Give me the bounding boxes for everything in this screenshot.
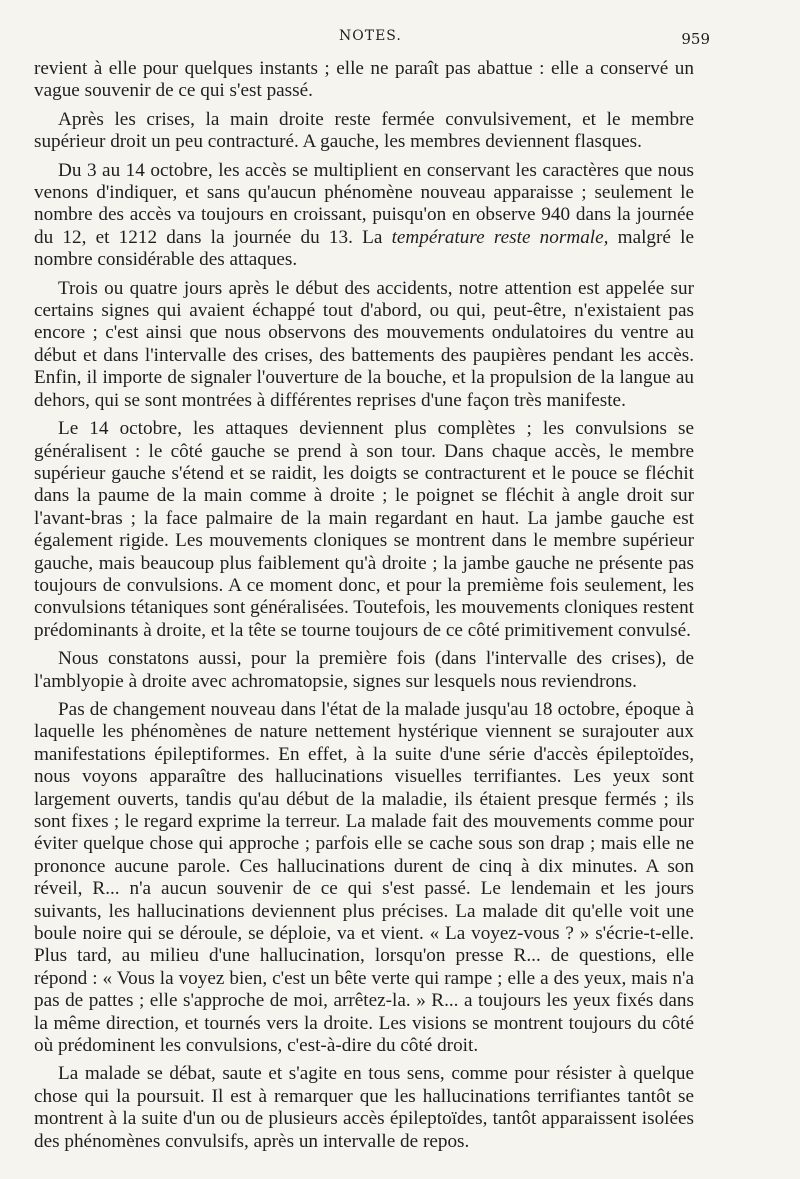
- running-head: NOTES.: [339, 28, 402, 44]
- paragraph-continuation: revient à elle pour quelques instants ; elle ne paraît pas abattue : elle a conservé un vague souvenir de ce qui s'est passé.: [34, 58, 694, 102]
- paragraph-14-october: Le 14 octobre, les attaques deviennent plus complètes ; les convulsions se généralisent : le côté gauche se prend à son tour. Dans chaque accès, le membre supérieur gauche s'étend et se raidit, les doigts se contracturent et le pouce se fléchit dans la paume de la main comme à droite ; le poignet se fléchit à angle droit sur l'avant-bras ; la face palmaire de la main regardant en haut. La jambe gauche est également rigide. Les mouvements cloniques se montrent dans le membre supérieur gauche, mais beaucoup plus faiblement qu'à droite ; la jambe gauche ne présente pas toujours de convulsions. A ce moment donc, et pour la premième fois seulement, les convulsions tétaniques sont généralisées. Toutefois, les mouvements cloniques restent prédominants à droite, et la tête se tourne toujours de ce côté primitivement convulsé.: [34, 418, 694, 641]
- paragraph-hallucinations: Pas de changement nouveau dans l'état de la malade jusqu'au 18 octobre, époque à laquelle les phénomènes de nature nettement hystérique viennent se surajouter aux manifestations épileptiformes. En effet, à la suite d'une série d'accès épileptoïdes, nous voyons apparaître des hallucinations visuelles terrifiantes. Les yeux sont largement ouverts, tandis qu'au début de la maladie, ils étaient presque fermés ; ils sont fixes ; le regard exprime la terreur. La malade fait des mouvements comme pour éviter quelque chose qui approche ; parfois elle se cache sous son drap ; mais elle ne prononce aucune parole. Ces hallucinations durent de cinq à dix minutes. A son réveil, R... n'a aucun souvenir de ce qui s'est passé. Le lendemain et les jours suivants, les hallucinations deviennent plus précises. La malade dit qu'elle voit une boule noire qui se déroule, se déploie, va et vient. « La voyez-vous ? » s'écrie-t-elle. Plus tard, au milieu d'une hallucination, lorsqu'on presse R... de questions, elle répond : « Vous la voyez bien, c'est un bête verte qui rampe ; elle a des yeux, mais n'a pas de pattes ; elle s'approche de moi, arrêtez-la. » R... a toujours les yeux fixés dans la même direction, et tournés vers la droite. Les visions se montrent toujours du côté où prédominent les convulsions, c'est-à-dire du côté droit.: [34, 698, 694, 1057]
- paragraph-new-signs: Trois ou quatre jours après le début des accidents, notre attention est appelée sur certains signes qui avaient échappé tout d'abord, ou qui, peut-être, n'existaient pas encore ; c'est ainsi que nous observons des mouvements ondulatoires du ventre au début et dans l'intervalle des crises, des battements des paupières pendant les accès. Enfin, il importe de signaler l'ouverture de la bouche, et la propulsion de la langue au dehors, qui se sont montrées à différentes reprises d'une façon très manifeste.: [34, 277, 694, 411]
- paragraph-3-to-14-october: [34, 160, 694, 272]
- paragraph-struggle: La malade se débat, saute et s'agite en tous sens, comme pour résister à quelque chose qui la poursuit. Il est à remarquer que les hallucinations terrifiantes tantôt se montrent à la suite d'un ou de plusieurs accès épileptoïdes, tantôt apparaissent isolées des phénomènes convulsifs, après un intervalle de repos.: [34, 1063, 694, 1152]
- emphasized-text: température reste normale,: [391, 226, 609, 248]
- paragraph-amblyopia: Nous constatons aussi, pour la première fois (dans l'intervalle des crises), de l'amblyopie à droite avec achromatopsie, signes sur lesquels nous reviendrons.: [34, 648, 694, 692]
- body-text: [34, 58, 694, 1153]
- paragraph-text-before-emphasis: Du 3 au 14 octobre, les accès se multiplient en conservant les caractères que nous venons d'indiquer, et sans qu'aucun phénomène nouveau apparaisse ; seulement le nombre des accès va toujours en croissant, puisqu'on en observe 940 dans la journée du 12, et 1212 dans la journée du 13. La: [34, 159, 694, 248]
- paragraph-after-crises: Après les crises, la main droite reste fermée convulsivement, et le membre supérieur droit un peu contracturé. A gauche, les membres deviennent flasques.: [34, 108, 694, 153]
- page-header: [34, 28, 710, 50]
- page-number: 959: [681, 30, 710, 48]
- paragraph-text-after-emphasis: malgré le nombre considérable des attaques.: [34, 226, 695, 271]
